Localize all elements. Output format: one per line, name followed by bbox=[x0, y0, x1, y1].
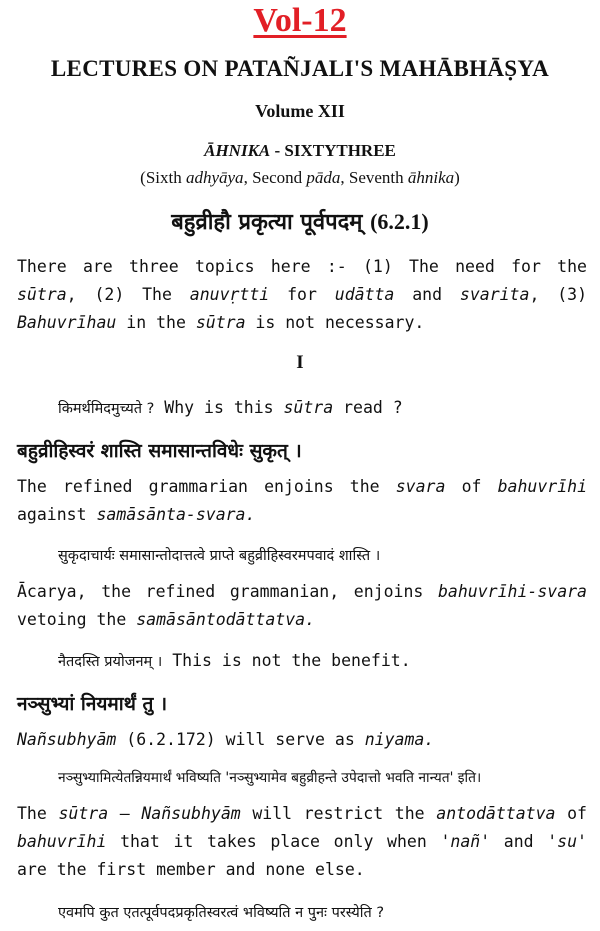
subtitle-part: āhnika bbox=[407, 168, 455, 187]
commentary-1-translation: Ācarya, the refined grammanian, enjoins bahuvrīhi-svara vetoing the samāsāntodāttatva. bbox=[17, 582, 587, 629]
book-title: LECTURES ON PATAÑJALI'S MAHĀBHĀṢYA bbox=[50, 56, 550, 81]
verse-2: नञ्सुभ्यां नियमार्थं तु । bbox=[17, 693, 168, 715]
subtitle-part: , Second bbox=[243, 168, 307, 187]
ahnika-number: - SIXTYTHREE bbox=[270, 141, 396, 160]
verse-1: बहुव्रीहिस्वरं शास्ति समासान्तविधेः सुकृत् । bbox=[17, 440, 302, 462]
commentary-2-translation: The sūtra – Nañsubhyām will restrict the antodāttatva of bahuvrīhi that it takes place only when 'nañ' and 'su' are the first member and none else. bbox=[17, 804, 587, 879]
sutra-devanagari: बहुव्रीहौ प्रकृत्या पूर्वपदम् bbox=[171, 210, 363, 235]
subtitle-part: , Seventh bbox=[340, 168, 408, 187]
question-devanagari: किमर्थमिदमुच्यते ? bbox=[58, 401, 155, 417]
intro-paragraph: There are three topics here :- (1) The need for the sūtra, (2) The anuvṛtti for udātta and svarita, (3) Bahuvrīhau in the sūtra is not necessary. bbox=[17, 257, 588, 332]
subtitle-part: (Sixth bbox=[140, 168, 186, 187]
verse-2-translation: Nañsubhyām (6.2.172) will serve as niyama. bbox=[17, 730, 435, 749]
question-1: किमर्थमिदमुच्यते ? Why is this sūtra read ? bbox=[58, 398, 403, 417]
commentary-1: सुकृदाचार्यः समासान्तोदात्तत्वे प्राप्ते बहुव्रीहिस्वरमपवादं शास्ति । bbox=[58, 548, 381, 564]
volume-number: Volume XII bbox=[255, 101, 345, 121]
question-devanagari: नैतदस्ति प्रयोजनम् । bbox=[58, 654, 163, 670]
verse-1-translation: The refined grammarian enjoins the svara of bahuvrīhi against samāsānta-svara. bbox=[17, 477, 587, 524]
question-2: नैतदस्ति प्रयोजनम् । This is not the benefit. bbox=[58, 651, 411, 670]
ahnika-word: ĀHNIKA bbox=[204, 141, 271, 160]
subtitle-part: ) bbox=[454, 168, 460, 187]
subtitle-part: adhyāya bbox=[185, 168, 244, 187]
question-3: एवमपि कुत एतत्पूर्वपदप्रकृतिस्वरत्वं भविष्यति न पुनः परस्येति ? bbox=[58, 905, 385, 921]
volume-label: Vol-12 bbox=[253, 2, 347, 39]
sutra-number: (6.2.1) bbox=[370, 209, 429, 234]
subtitle-part: pāda bbox=[306, 168, 341, 187]
commentary-2: नञ्सुभ्यामित्येतन्नियमार्थं भविष्यति 'नञ्सुभ्यामेव बहुव्रीहन्ते उपेदात्तो भवति नान्यत' इति। bbox=[58, 770, 482, 786]
sutra-heading bbox=[0, 206, 600, 236]
section-numeral: I bbox=[296, 352, 304, 373]
ahnika-heading bbox=[0, 141, 600, 161]
ahnika-subtitle bbox=[0, 168, 600, 188]
